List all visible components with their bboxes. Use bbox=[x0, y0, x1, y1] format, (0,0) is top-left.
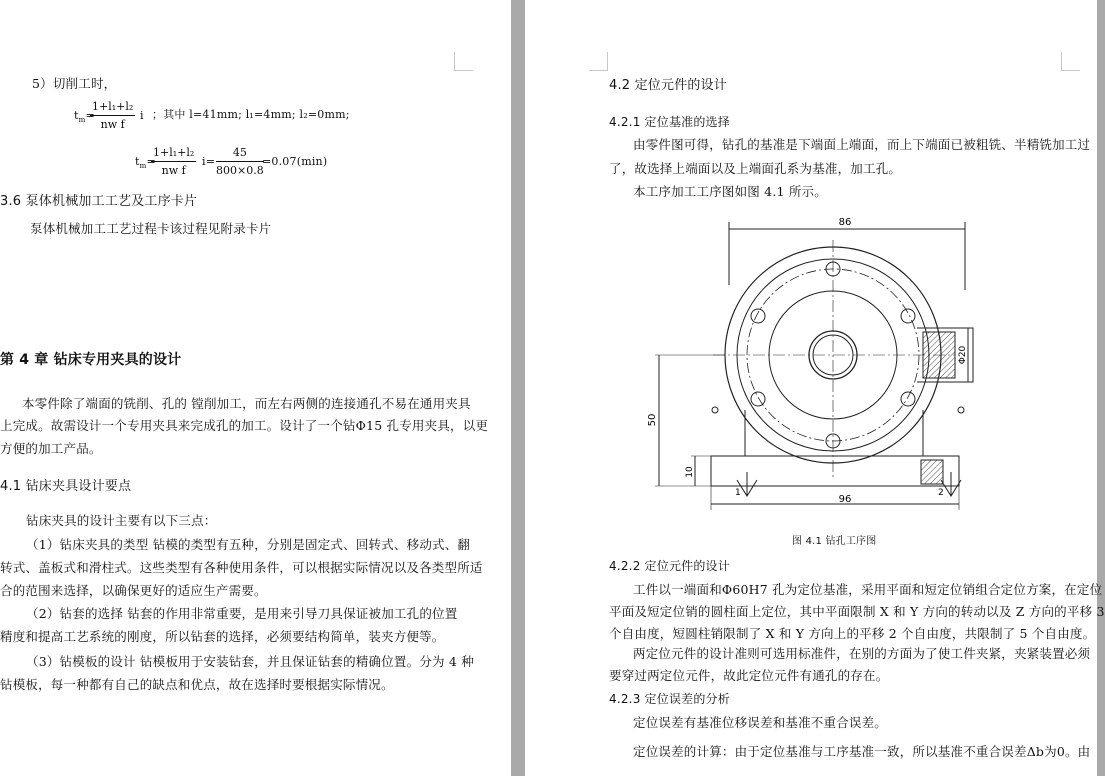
formula-lhs: t bbox=[135, 155, 140, 168]
formula-equals: = bbox=[85, 109, 95, 122]
locating-mark-2: 2 bbox=[938, 488, 944, 498]
formula-i-equals: i= bbox=[202, 155, 216, 168]
dim-label-right: Φ20 bbox=[958, 345, 968, 365]
paragraph-line: 转式、盖板式和滑柱式。这些类型有各种使用条件，可以根据实际情况以及各类型所适 bbox=[0, 560, 483, 575]
paragraph-line: （1）钻床夹具的类型 钻模的类型有五种，分别是固定式、回转式、移动式、翻 bbox=[26, 537, 471, 552]
page-corner-mark bbox=[589, 52, 608, 71]
paragraph-line: 要穿过两定位元件，故此定位元件有通孔的存在。 bbox=[609, 668, 889, 683]
paragraph-line: 个自由度，短圆柱销限制了 X 和 Y 方向上的平移 2 个自由度，共限制了 5 个自由度。 bbox=[609, 626, 1096, 641]
bolt-hole bbox=[751, 309, 765, 323]
dim-label-bottom: 96 bbox=[838, 494, 852, 505]
bolt-hole bbox=[751, 392, 765, 406]
dim-label-top: 86 bbox=[838, 217, 852, 228]
formula-denominator-value: 800×0.8 bbox=[216, 164, 264, 177]
formula-numerator: 1+l₁+l₂ bbox=[90, 100, 135, 116]
paragraph-line: 上完成。故需设计一个专用夹具来完成孔的加工。设计了一个钻Φ15 孔专用夹具，以更 bbox=[0, 418, 489, 433]
paragraph-line: 本零件除了端面的铣削、孔的 镗削加工，而左右两侧的连接通孔不易在通用夹具 bbox=[22, 396, 471, 411]
bolt-hole bbox=[901, 392, 915, 406]
section-4-2-3-heading: 4.2.3 定位误差的分析 bbox=[609, 692, 730, 706]
section-3-6-heading: 3.6 泵体机械加工工艺及工序卡片 bbox=[0, 194, 198, 209]
figure-caption: 图 4.1 钻孔工序图 bbox=[792, 536, 877, 547]
formula-i: i bbox=[140, 109, 144, 122]
formula-fraction-values bbox=[216, 146, 264, 177]
formula-result: =0.07(min) bbox=[262, 155, 328, 168]
paragraph-line: 平面及短定位销的圆柱面上定位，其中平面限制 X 和 Y 方向的转动以及 Z 方向的平移 3 bbox=[609, 604, 1105, 619]
chapter-4-title: 第 4 章 钻床专用夹具的设计 bbox=[0, 352, 182, 368]
paragraph-line: 合的范围来选择，以确保更好的适应生产需要。 bbox=[0, 583, 267, 598]
document-page-right bbox=[525, 0, 1105, 776]
paragraph-line: 两定位元件的设计准则可选用标准件，在别的方面为了使工件夹紧，夹紧装置必须 bbox=[633, 646, 1091, 661]
page-corner-mark bbox=[454, 52, 473, 71]
step-5-heading: 5）切削工时， bbox=[32, 76, 117, 91]
paragraph-line: 钻床夹具的设计主要有以下三点： bbox=[26, 513, 217, 528]
dim-label-left: 50 bbox=[647, 413, 658, 427]
section-4-2-1-heading: 4.2.1 定位基准的选择 bbox=[609, 115, 730, 129]
section-4-2-2-heading: 4.2.2 定位元件的设计 bbox=[609, 559, 730, 573]
formula-subscript: m bbox=[139, 162, 147, 171]
section-4-2-heading: 4.2 定位元件的设计 bbox=[609, 78, 728, 93]
paragraph-line: （3）钻模板的设计 钻模板用于安装钻套，并且保证钻套的精确位置。分为 4 种 bbox=[26, 654, 474, 669]
page-corner-mark bbox=[1061, 52, 1080, 71]
paragraph-line: （2）钻套的选择 钻套的作用非常重要，是用来引导刀具保证被加工孔的位置 bbox=[26, 606, 458, 621]
formula-equals: = bbox=[146, 155, 156, 168]
formula-lhs: t bbox=[74, 109, 79, 122]
formula-denominator: nw f bbox=[100, 118, 125, 131]
section-4-1-heading: 4.1 钻床夹具设计要点 bbox=[0, 479, 132, 494]
paragraph-line: 由零件图可得，钻孔的基准是下端面上端面，而上下端面已被粗铣、半精铣加工过 bbox=[633, 137, 1091, 152]
formula-numerator-value: 45 bbox=[216, 146, 264, 162]
formula-fraction bbox=[151, 146, 196, 177]
paragraph-line: 工件以一端面和Φ60H7 孔为定位基准，采用平面和短定位销组合定位方案，在定位 bbox=[633, 582, 1103, 597]
formula-numerator: 1+l₁+l₂ bbox=[151, 146, 196, 162]
paragraph-line: 定位误差的计算：由于定位基准与工序基准一致，所以基准不重合误差Δb为0。由 bbox=[633, 744, 1091, 759]
section-3-6-body: 泵体机械加工工艺过程卡该过程见附录卡片 bbox=[30, 221, 272, 236]
paragraph-line: 本工序加工工序图如图 4.1 所示。 bbox=[633, 184, 827, 199]
paragraph-line: 精度和提高工艺系统的刚度，所以钻套的选择，必须要结构简单，装夹方便等。 bbox=[0, 629, 445, 644]
dim-label-small: 10 bbox=[685, 466, 695, 478]
formula-fraction bbox=[90, 100, 135, 131]
formula-denominator: nw f bbox=[161, 164, 186, 177]
bolt-hole bbox=[901, 309, 915, 323]
paragraph-line: 方便的加工产品。 bbox=[0, 441, 102, 456]
formula-subscript: m bbox=[78, 116, 86, 125]
paragraph-line: 定位误差有基准位移误差和基准不重合误差。 bbox=[633, 715, 888, 730]
drilling-process-drawing bbox=[647, 210, 975, 515]
locating-mark-1: 1 bbox=[735, 488, 741, 498]
document-page-left bbox=[0, 0, 511, 776]
paragraph-line: 了，故选择上端面以及上端面孔系为基准，加工孔。 bbox=[609, 161, 902, 176]
formula-note: ；其中 l=41mm; l₁=4mm; l₂=0mm; bbox=[152, 108, 350, 121]
paragraph-line: 钻模板，每一种都有自己的缺点和优点，故在选择时要根据实际情况。 bbox=[0, 677, 394, 692]
